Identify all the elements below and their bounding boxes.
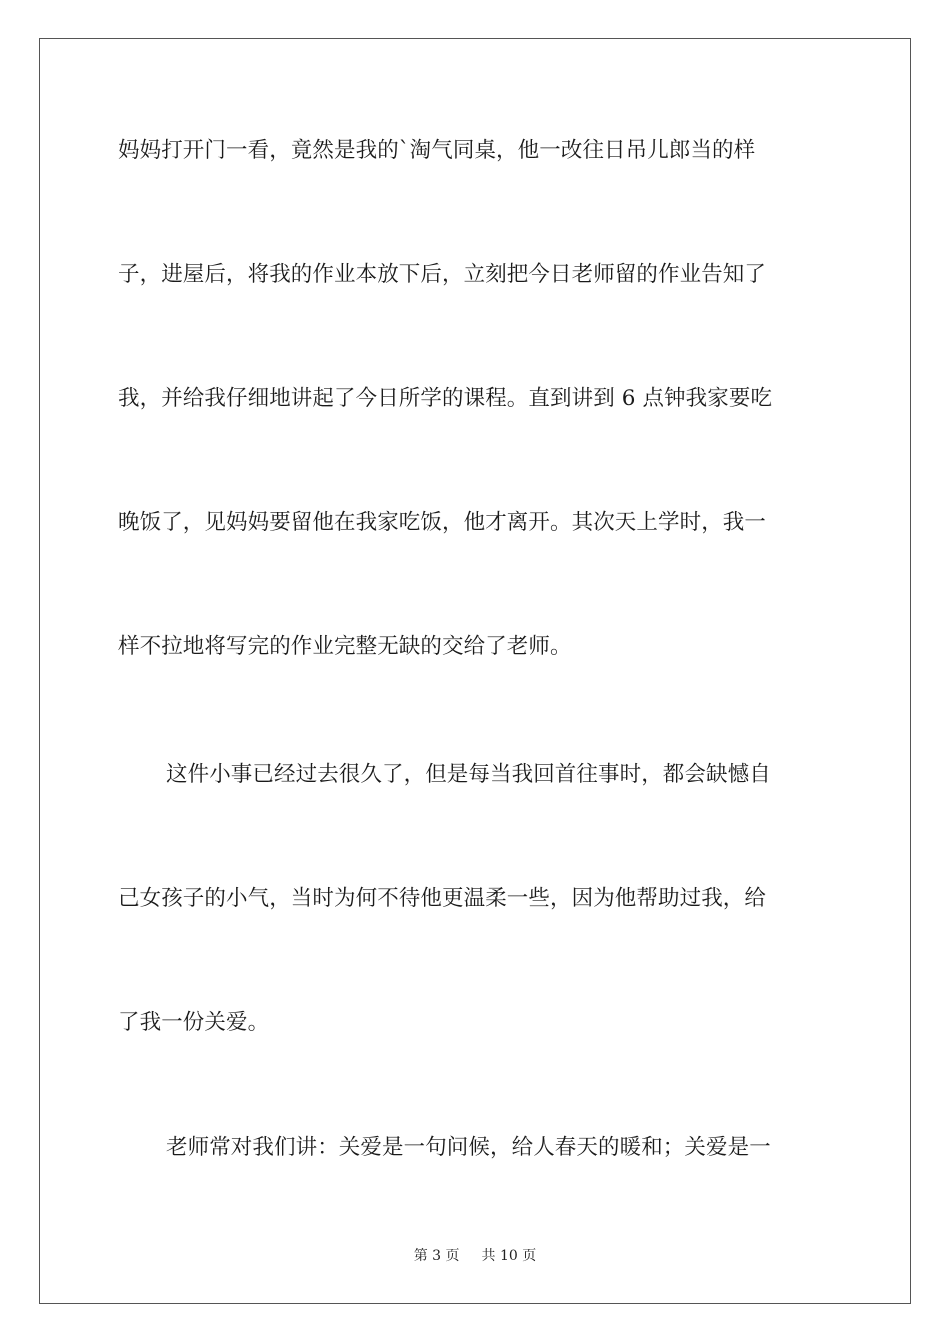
page-total: 共 10 页 bbox=[481, 1248, 537, 1264]
body-text-line-2: 子，进屋后，将我的作业本放下后，立刻把今日老师留的作业告知了 bbox=[118, 262, 767, 287]
body-text-line-9: 老师常对我们讲：关爱是一句问候，给人春天的暖和；关爱是一 bbox=[166, 1135, 771, 1160]
body-text-line-3: 我，并给我仔细地讲起了今日所学的课程。直到讲到 6 点钟我家要吃 bbox=[118, 386, 773, 411]
body-text-line-1: 妈妈打开门一看，竟然是我的`淘气同桌，他一改往日吊儿郎当的样 bbox=[118, 138, 756, 163]
body-text-line-6: 这件小事已经过去很久了，但是每当我回首往事时，都会缺憾自 bbox=[166, 762, 771, 787]
body-text-line-8: 了我一份关爱。 bbox=[118, 1010, 270, 1035]
body-text-line-4: 晚饭了，见妈妈要留他在我家吃饭，他才离开。其次天上学时，我一 bbox=[118, 510, 767, 535]
body-text-line-7: 己女孩子的小气，当时为何不待他更温柔一些，因为他帮助过我，给 bbox=[118, 886, 767, 911]
body-text-line-5: 样不拉地将写完的作业完整无缺的交给了老师。 bbox=[118, 634, 572, 659]
page-footer bbox=[0, 1247, 950, 1265]
page-frame bbox=[39, 38, 911, 1304]
page-number: 第 3 页 bbox=[413, 1248, 460, 1264]
